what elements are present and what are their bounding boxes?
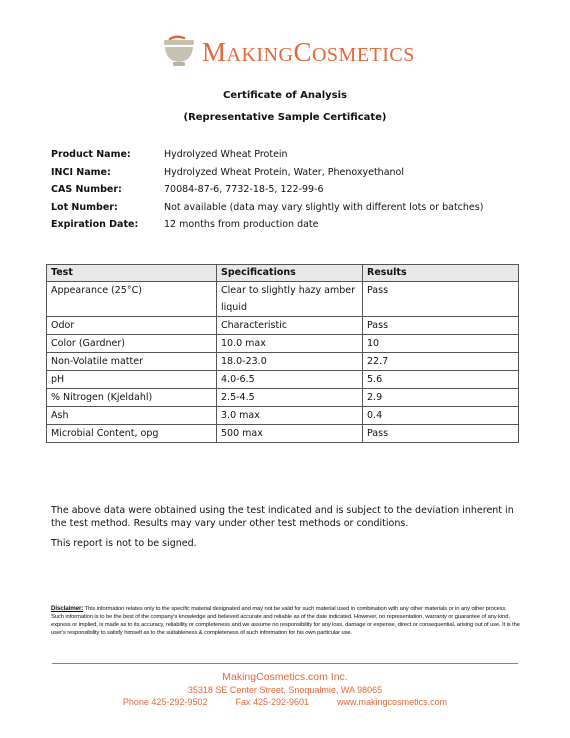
company-logo — [162, 30, 415, 70]
result-cell: 0.4 — [363, 407, 519, 425]
test-cell: % Nitrogen (Kjeldahl) — [47, 389, 217, 407]
column-header-results: Results — [363, 265, 519, 282]
result-cell: 10 — [363, 335, 519, 353]
disclaimer — [51, 605, 521, 637]
logo-wordmark: MAKINGCOSMETICS — [202, 37, 415, 67]
info-row-product-name — [51, 146, 483, 164]
info-value: 12 months from production date — [164, 219, 319, 231]
info-label: Expiration Date: — [51, 219, 139, 231]
footer-phone: Phone 425-292-9502 — [122, 697, 208, 707]
deviation-note: The above data were obtained using the test indicated and is subject to the deviation inherent in the test method. Results may vary under other test methods or conditions. — [51, 505, 514, 529]
result-cell: Pass — [363, 317, 519, 335]
table-row — [47, 317, 519, 335]
product-info — [51, 146, 483, 234]
document-subtitle: (Representative Sample Certificate) — [183, 112, 387, 123]
specification-cell: 4.0-6.5 — [217, 371, 363, 389]
info-value: Hydrolyzed Wheat Protein, Water, Phenoxyethanol — [164, 166, 405, 178]
specification-cell: 2.5-4.5 — [217, 389, 363, 407]
disclaimer-label: Disclaimer: — [51, 605, 84, 612]
result-cell: 22.7 — [363, 353, 519, 371]
table-row — [47, 353, 519, 371]
info-label: CAS Number: — [51, 184, 122, 196]
footer-contact — [0, 697, 570, 707]
footer-divider — [52, 663, 518, 664]
table-row — [47, 335, 519, 353]
table-row — [47, 282, 519, 317]
test-cell: pH — [47, 371, 217, 389]
test-cell: Microbial Content, opg — [47, 425, 217, 443]
table-row — [47, 407, 519, 425]
table-row — [47, 371, 519, 389]
footer-website[interactable]: www.makingcosmetics.com — [337, 697, 448, 707]
footer-address: 35318 SE Center Street, Snoqualmie, WA 98065 — [187, 685, 383, 695]
table-header-row — [47, 265, 519, 282]
specification-cell: Characteristic — [217, 317, 363, 335]
info-row-inci-name — [51, 164, 483, 182]
info-value: 70084-87-6, 7732-18-5, 122-99-6 — [164, 184, 324, 196]
result-cell: 2.9 — [363, 389, 519, 407]
footer-company: MakingCosmetics.com Inc. — [222, 671, 348, 683]
column-header-test: Test — [47, 265, 217, 282]
test-cell: Odor — [47, 317, 217, 335]
specification-cell: 3.0 max — [217, 407, 363, 425]
document-title: Certificate of Analysis — [223, 90, 347, 101]
specification-cell: 500 max — [217, 425, 363, 443]
info-label: INCI Name: — [51, 166, 111, 178]
results-table — [46, 264, 519, 443]
signature-note: This report is not to be signed. — [51, 538, 197, 549]
footer-fax: Fax 425-292-9601 — [235, 697, 310, 707]
info-label: Lot Number: — [51, 201, 118, 213]
test-cell: Color (Gardner) — [47, 335, 217, 353]
test-cell: Appearance (25°C) — [47, 282, 217, 317]
info-row-expiration-date — [51, 216, 483, 234]
info-label: Product Name: — [51, 149, 131, 161]
mortar-pestle-icon — [162, 34, 198, 70]
disclaimer-text: This information relates only to the specific material designated and may not be valid for such material used in combination with any other materials or in any other process. Such information is to be the best of the company's knowledge and believed accurate and reliable as of the date indicated. However, no representation, warranty or guarantee of any kind, express or implied, is made as to its accuracy, reliability or completeness and we assume no responsibility for any loss, damage or expense, direct or consequential, arising out of use. It is the user's responsibility to satisfy himself as to the suitableness & completeness of such information for his own particular use. — [51, 606, 520, 636]
info-value: Hydrolyzed Wheat Protein — [164, 149, 288, 161]
specification-cell: 10.0 max — [217, 335, 363, 353]
test-cell: Non-Volatile matter — [47, 353, 217, 371]
test-cell: Ash — [47, 407, 217, 425]
table-row — [47, 425, 519, 443]
info-row-cas-number — [51, 181, 483, 199]
result-cell: 5.6 — [363, 371, 519, 389]
column-header-specifications: Specifications — [217, 265, 363, 282]
specification-cell: 18.0-23.0 — [217, 353, 363, 371]
table-row — [47, 389, 519, 407]
specification-cell: Clear to slightly hazy amber liquid — [217, 282, 363, 317]
info-value: Not available (data may vary slightly with different lots or batches) — [164, 201, 484, 213]
info-row-lot-number — [51, 199, 483, 217]
result-cell: Pass — [363, 425, 519, 443]
result-cell: Pass — [363, 282, 519, 317]
